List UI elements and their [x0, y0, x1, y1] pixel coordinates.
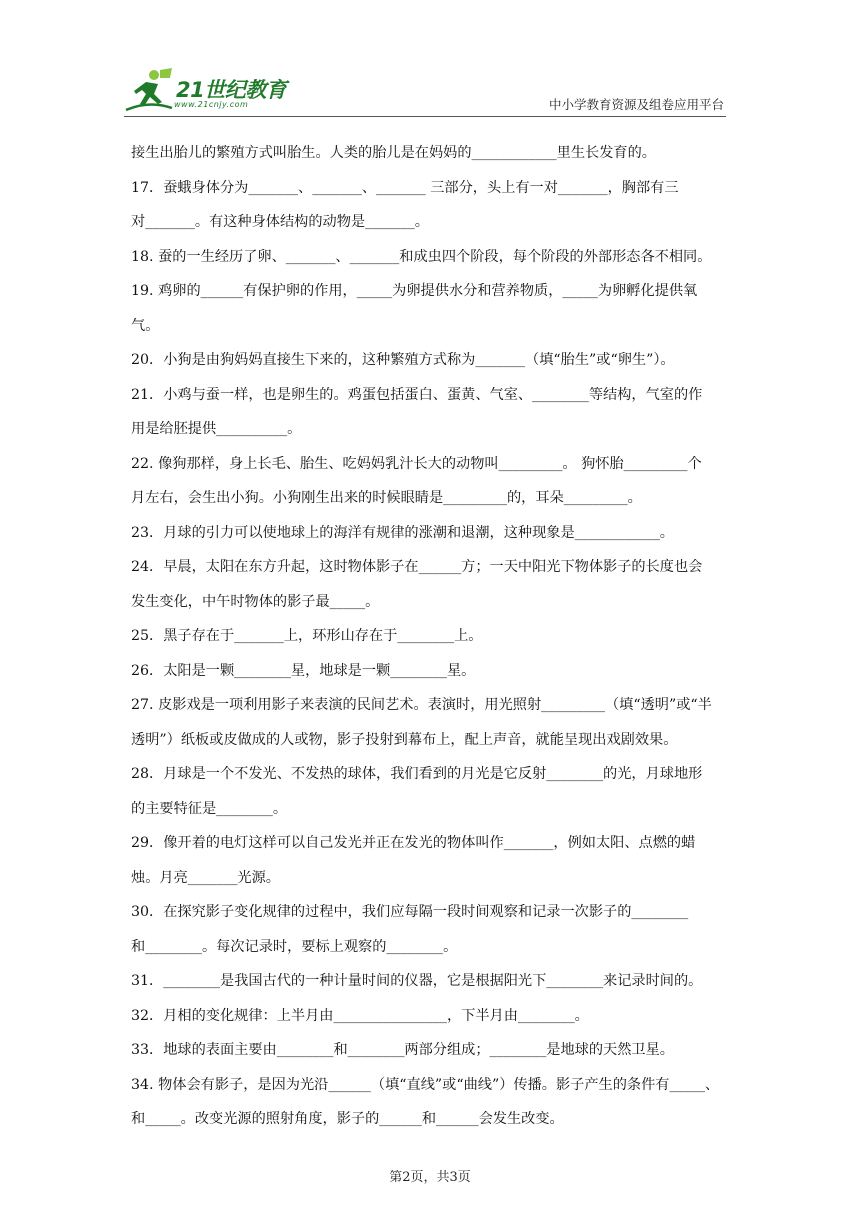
text-line: 19. 鸡卵的______有保护卵的作用，_____为卵提供水分和营养物质，_____为卵孵化提供氧 — [131, 283, 698, 299]
text-line: 用是给胚提供__________。 — [131, 421, 302, 437]
text-line: 21．小鸡与蚕一样，也是卵生的。鸡蛋包括蛋白、蛋黄、气室、________等结构，气室的作 — [131, 386, 703, 403]
text-line: 27. 皮影戏是一项利用影子来表演的民间艺术。表演时，用光照射_________（填“透明”或“半 — [131, 697, 712, 713]
text-line: 20．小狗是由狗妈妈直接生下来的，这种繁殖方式称为_______（填“胎生”或“卵生”）。 — [131, 352, 675, 368]
text-line: 29．像开着的电灯这样可以自己发光并正在发光的物体叫作_______，例如太阳、点燃的蜡 — [131, 835, 696, 851]
text-line: 31．________是我国古代的一种计量时间的仪器，它是根据阳光下________来记录时间的。 — [131, 973, 703, 989]
text-line: 和_____。改变光源的照射角度，影子的______和______会发生改变。 — [131, 1111, 564, 1127]
text-line: 17．蚕蛾身体分为_______、_______、_______ 三部分，头上有一对_______，胸部有三 — [131, 179, 679, 196]
text-line: 32．月相的变化规律：上半月由________________，下半月由________。 — [131, 1007, 589, 1024]
text-line: 月左右，会生出小狗。小狗刚生出来的时候眼睛是_________的，耳朵_________。 — [131, 490, 642, 506]
logo-url: www.21cnjy.com — [174, 100, 249, 109]
page-number: 第2页，共3页 — [389, 1170, 471, 1185]
text-line: 26．太阳是一颗________星，地球是一颗________星。 — [131, 662, 476, 679]
text-line: 24．早晨，太阳在东方升起，这时物体影子在______方；一天中阳光下物体影子的长度也会 — [131, 559, 703, 575]
text-line: 烛。月亮_______光源。 — [131, 869, 280, 886]
text-line: 23．月球的引力可以使地球上的海洋有规律的涨潮和退潮，这种现象是____________。 — [131, 524, 674, 541]
page-header — [0, 0, 860, 122]
text-line: 气。 — [131, 317, 160, 334]
text-line: 对_______。有这种身体结构的动物是_______。 — [131, 214, 429, 230]
text-line: 33．地球的表面主要由________和________两部分组成；________是地球的天然卫星。 — [131, 1042, 674, 1058]
text-line: 25．黑子存在于_______上，环形山存在于________上。 — [131, 628, 483, 644]
platform-title: 中小学教育资源及组卷应用平台 — [548, 97, 724, 112]
text-line: 28．月球是一个不发光、不发热的球体，我们看到的月光是它反射________的光，月球地形 — [131, 766, 703, 782]
text-line: 34. 物体会有影子，是因为光沿______（填“直线”或“曲线”）传播。影子产生的条件有_____、 — [131, 1076, 720, 1093]
text-line: 透明”）纸板或皮做成的人或物，影子投射到幕布上，配上声音，就能呈现出戏剧效果。 — [131, 731, 678, 748]
header-divider — [124, 116, 726, 117]
runner-logo-icon — [124, 66, 174, 116]
logo-text: 21世纪教育 — [176, 78, 287, 102]
text-line: 发生变化，中午时物体的影子最_____。 — [131, 593, 380, 610]
text-line: 22. 像狗那样，身上长毛、胎生、吃妈妈乳汁长大的动物叫_________。 狗怀胎_________个 — [131, 455, 702, 472]
text-line: 和________。每次记录时，要标上观察的________。 — [131, 938, 458, 955]
text-line: 接生出胎儿的繁殖方式叫胎生。人类的胎儿是在妈妈的____________里生长发育的。 — [131, 145, 656, 161]
question-list — [131, 140, 731, 1141]
logo — [124, 66, 304, 116]
text-line: 30．在探究影子变化规律的过程中，我们应每隔一段时间观察和记录一次影子的________ — [131, 904, 689, 920]
text-line: 的主要特征是________。 — [131, 800, 288, 817]
text-line: 18. 蚕的一生经历了卵、_______、_______和成虫四个阶段，每个阶段的外部形态各不相同。 — [131, 248, 712, 265]
